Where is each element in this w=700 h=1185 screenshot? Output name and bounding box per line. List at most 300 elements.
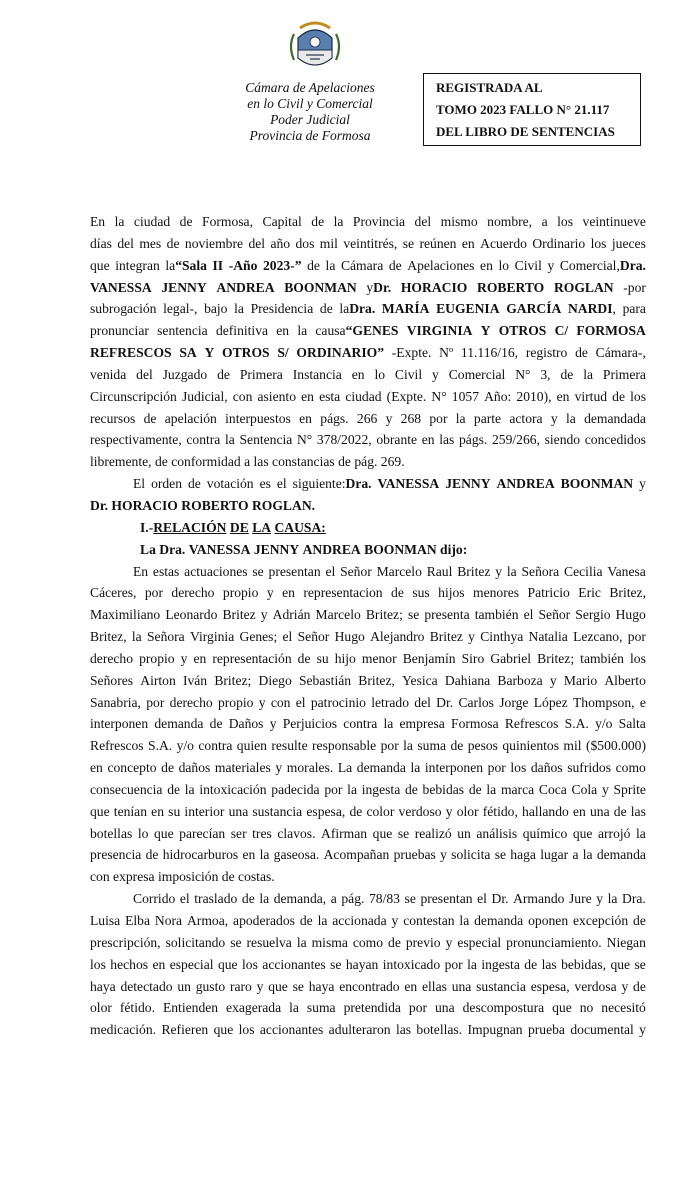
word: el <box>295 694 306 710</box>
word: S/ <box>277 345 289 361</box>
word: por <box>487 760 506 776</box>
text-line <box>90 648 646 670</box>
word: la <box>259 847 270 863</box>
word: Dr. <box>436 694 454 710</box>
word: de <box>575 345 588 361</box>
word: Jorge <box>499 694 529 710</box>
word: dos <box>295 235 315 251</box>
word: Britez <box>429 629 463 645</box>
word: Comercial,Dra. <box>559 257 646 273</box>
word: presentan <box>268 563 321 579</box>
word: Hugo <box>334 629 365 645</box>
word: lo <box>498 257 510 273</box>
word: hijos <box>438 585 465 601</box>
provincial-crest-icon <box>280 20 350 72</box>
word: págs. <box>320 410 349 426</box>
word: Airton <box>140 672 176 688</box>
word: Y <box>204 345 215 361</box>
text-line <box>90 801 646 823</box>
word: pesos <box>467 738 498 754</box>
word: la <box>259 891 270 907</box>
text-line <box>90 320 646 342</box>
text-line <box>90 757 646 779</box>
word: registro <box>525 345 568 361</box>
word: la <box>131 629 142 645</box>
word: raro <box>229 978 252 994</box>
word: mes <box>139 235 162 251</box>
word: N° <box>296 432 313 448</box>
text-line <box>90 997 646 1019</box>
word: laDra. <box>339 301 376 317</box>
word: Cola <box>571 781 598 797</box>
word: Jure <box>569 891 592 907</box>
word: y <box>639 476 646 492</box>
word: sustancia <box>252 803 303 819</box>
word: en <box>572 803 586 819</box>
word: interponen <box>90 716 149 732</box>
word: Formosa, <box>202 214 253 229</box>
word: REFRESCOS <box>90 345 172 361</box>
word: exagerada <box>226 1000 282 1016</box>
word: a <box>572 847 579 863</box>
word: el <box>325 563 336 579</box>
word: de <box>633 913 646 928</box>
word: con <box>90 869 110 885</box>
word: de <box>241 891 255 907</box>
word: votación <box>206 476 254 492</box>
word: y <box>549 672 557 688</box>
word: siendo <box>544 432 581 448</box>
word: el <box>179 891 190 907</box>
word: accionada <box>332 913 387 928</box>
word: Presidencia <box>250 301 314 317</box>
word: demanda <box>474 913 524 928</box>
word: de <box>468 781 482 797</box>
word: análisis <box>476 825 518 841</box>
word: consecuencia <box>90 781 163 797</box>
word: Dr. <box>90 497 109 513</box>
word: su <box>316 650 329 666</box>
word: derecho <box>169 694 213 710</box>
word: por <box>380 738 399 754</box>
word: representacion <box>303 585 383 601</box>
word: de <box>217 366 230 382</box>
word: MARÍA <box>381 301 430 317</box>
word: en <box>461 235 475 251</box>
word: OTROS <box>498 323 547 339</box>
word: HORACIO <box>400 279 468 295</box>
word: Raul <box>426 563 453 579</box>
word: Dahiana <box>444 672 491 688</box>
word: Cámara <box>340 257 384 273</box>
word: II <box>212 257 224 273</box>
word: actuaciones <box>184 563 248 579</box>
word: de <box>154 454 168 470</box>
word: Formosa <box>451 716 499 732</box>
word: Iván <box>182 672 208 688</box>
registration-line: REGISTRADA AL <box>436 80 543 95</box>
word: presentan <box>420 891 473 907</box>
word: Circunscripción <box>90 388 177 404</box>
word: del <box>414 694 431 710</box>
word: Acompañan <box>323 847 390 863</box>
word: un <box>457 825 471 841</box>
word: en <box>193 650 207 666</box>
word: Sprite <box>613 781 646 797</box>
word: en <box>299 410 312 426</box>
word: de <box>166 235 180 251</box>
text-line <box>90 670 646 692</box>
word: Siro <box>461 650 485 666</box>
word: de <box>613 803 627 819</box>
word: parte <box>473 410 502 426</box>
word: Armoa, <box>186 913 229 928</box>
word: interponen <box>424 760 484 776</box>
word: por <box>144 585 163 601</box>
word: por <box>408 1000 428 1016</box>
word: 2023-” <box>263 257 302 273</box>
word: materiales <box>214 760 271 776</box>
word: la <box>114 214 125 229</box>
word: ROBERTO <box>181 497 249 513</box>
word: Apelaciones <box>407 257 475 273</box>
word: se <box>330 956 342 972</box>
word: que <box>268 978 288 994</box>
text-line <box>90 408 646 430</box>
word: fétido, <box>482 803 518 819</box>
word: y <box>639 1022 646 1038</box>
word: de <box>167 781 181 797</box>
word: El <box>133 476 146 492</box>
word: pretendida <box>343 1000 401 1016</box>
word: N° <box>431 388 447 404</box>
word: haya <box>90 978 116 994</box>
word: Natalia <box>528 629 568 645</box>
word: Afirman <box>321 825 368 841</box>
word: de <box>560 366 574 382</box>
word: que <box>153 825 174 841</box>
word: Primera <box>602 366 646 382</box>
word: Acuerdo <box>480 235 527 251</box>
word: la <box>234 301 244 317</box>
word: sus <box>412 585 430 601</box>
word: la <box>289 1000 299 1016</box>
word: letrado <box>371 694 409 710</box>
word: prueba <box>527 1022 565 1038</box>
word: como <box>352 934 384 950</box>
word: la <box>459 913 470 928</box>
word: S.A. <box>564 716 589 732</box>
word: a <box>330 891 337 907</box>
word: noviembre <box>184 235 244 251</box>
word: la <box>333 214 344 229</box>
word: pág. <box>354 454 378 470</box>
word: presenta <box>424 607 470 623</box>
word: olor <box>90 1000 112 1016</box>
text-line <box>90 692 646 714</box>
text-line <box>90 932 646 954</box>
word: Primera <box>239 366 283 382</box>
word: y <box>275 760 283 776</box>
word: SA <box>179 345 197 361</box>
word: interpuestos <box>225 410 291 426</box>
text-line <box>90 954 646 976</box>
word: libremente, <box>90 454 152 470</box>
word: la <box>486 781 497 797</box>
text-line <box>90 233 646 255</box>
word: Señores <box>90 672 134 688</box>
word: Sebastián <box>298 672 352 688</box>
word: realizó <box>414 825 452 841</box>
word: hidrocarburos <box>162 847 239 863</box>
word: Capital <box>262 214 302 229</box>
word: tres <box>252 825 272 841</box>
word: una <box>435 1000 455 1016</box>
word: lo <box>137 825 149 841</box>
word: de <box>391 585 404 601</box>
word: también <box>580 650 624 666</box>
word: Refieren <box>161 1022 209 1038</box>
word: Thompson, <box>572 694 635 710</box>
text-line <box>90 473 646 495</box>
word: padecida <box>271 781 320 797</box>
word: apoderados <box>233 913 295 928</box>
word: ingesta <box>481 956 520 972</box>
word: La <box>337 760 353 776</box>
word: olor <box>456 803 479 819</box>
word: la <box>325 257 336 273</box>
word: excepción <box>573 913 629 928</box>
word: de <box>145 847 159 863</box>
word: para <box>622 301 646 317</box>
word: una <box>589 803 610 819</box>
word: la <box>565 410 576 426</box>
word: Sanabria, <box>90 694 141 710</box>
word: que <box>90 803 110 819</box>
word: Impugnan <box>467 1022 523 1038</box>
word: Barboza <box>497 672 543 688</box>
word: medicación. <box>90 1022 157 1038</box>
word: VANESSA <box>377 476 440 492</box>
word: su <box>168 803 181 819</box>
word: venida <box>90 366 127 382</box>
word: Eric <box>578 585 601 601</box>
word: y <box>495 563 503 579</box>
word: de <box>388 934 401 950</box>
word: los <box>510 760 527 776</box>
word: nombre, <box>487 214 533 229</box>
word: pronunciar <box>90 323 149 339</box>
word: veintitrés, <box>343 235 398 251</box>
word: las <box>541 956 557 972</box>
word: demandada <box>584 410 646 426</box>
word: Luisa <box>90 913 121 928</box>
word: C/ <box>554 323 569 339</box>
word: Dra. <box>159 541 186 557</box>
word: causa“GENES <box>315 323 399 339</box>
word: de <box>179 214 193 229</box>
word: especial <box>169 956 214 972</box>
word: N° <box>515 366 531 382</box>
word: Vanesa <box>607 563 646 579</box>
word: 11.116/16, <box>460 345 519 361</box>
word: y <box>391 913 399 928</box>
word: BOONMAN <box>284 279 357 295</box>
word: virtud <box>574 388 608 404</box>
word: Alberto <box>604 672 646 688</box>
text-line <box>90 539 646 561</box>
word: la <box>582 847 593 863</box>
word: la <box>317 913 328 928</box>
word: Britez, <box>90 629 127 645</box>
word: págs. <box>459 432 488 448</box>
word: traslado <box>194 891 238 907</box>
word: que <box>610 956 631 972</box>
word: 3, <box>540 366 551 382</box>
word: bajo <box>204 301 228 317</box>
word: ciudad <box>345 388 382 404</box>
word: la <box>296 934 307 950</box>
word: los <box>630 388 646 404</box>
word: la <box>297 323 308 339</box>
word: en <box>480 257 493 273</box>
word: Salta <box>618 716 646 732</box>
word: se <box>397 825 410 841</box>
word: de <box>388 257 402 273</box>
text-line <box>90 823 646 845</box>
registration-stamp <box>423 73 641 146</box>
word: Provincia <box>352 214 406 229</box>
word: jueces <box>611 235 646 251</box>
word: ingesta <box>361 781 401 797</box>
word: menores <box>473 585 520 601</box>
word: ROBERTO <box>477 279 545 295</box>
word: 259/266, <box>491 432 540 448</box>
word: ANDREA <box>302 541 361 557</box>
word: de <box>221 869 235 885</box>
text-line <box>90 976 646 998</box>
word: de <box>187 476 201 492</box>
word: EUGENIA <box>436 301 500 317</box>
word: mismo <box>440 214 478 229</box>
word: del <box>117 235 134 251</box>
text-line <box>90 495 646 517</box>
word: en <box>301 388 314 404</box>
word: VANESSA <box>188 541 251 557</box>
word: y <box>547 257 555 273</box>
word: adulteraron <box>328 1022 391 1038</box>
word: que <box>552 1000 572 1016</box>
word: demanda <box>154 716 204 732</box>
word: Coca <box>538 781 567 797</box>
word: la <box>455 410 466 426</box>
word: conformidad <box>171 454 241 470</box>
word: el <box>282 629 293 645</box>
word: mil <box>563 738 582 754</box>
word: de <box>299 913 313 928</box>
word: gaseosa. <box>273 847 320 863</box>
word: que <box>90 257 110 273</box>
word: derecho <box>171 585 215 601</box>
word: los <box>557 214 574 229</box>
word: interior <box>184 803 225 819</box>
word: contra <box>198 738 233 754</box>
word: la <box>383 716 394 732</box>
word: se <box>292 978 304 994</box>
word: demanda <box>596 847 646 863</box>
word: representación <box>212 650 292 666</box>
word: Comercial <box>448 366 506 382</box>
word: Judicial, <box>181 388 228 404</box>
word: Virginia <box>189 629 235 645</box>
word: LA <box>252 519 272 535</box>
word: lugar <box>540 847 569 863</box>
word: -Año <box>228 257 258 273</box>
word: también <box>474 607 519 623</box>
word: arrojó <box>598 825 631 841</box>
word: estas <box>152 563 180 579</box>
word: se <box>252 563 264 579</box>
word: marca <box>500 781 535 797</box>
word: I.-RELACIÓN <box>140 519 227 535</box>
word: daños <box>530 760 563 776</box>
word: Dra. <box>622 891 646 907</box>
text-line <box>90 386 646 408</box>
word: de <box>612 388 626 404</box>
word: los <box>90 956 106 972</box>
word: en <box>404 978 418 994</box>
word: en <box>421 432 435 448</box>
document-body <box>90 211 646 1041</box>
word: y <box>601 781 609 797</box>
word: Marcelo <box>376 563 422 579</box>
word: concedidos <box>584 432 646 448</box>
word: demanda, <box>273 891 327 907</box>
word: ANDREA <box>496 476 555 492</box>
word: sustancia <box>476 978 526 994</box>
word: en <box>152 956 166 972</box>
word: por <box>429 410 448 426</box>
word: que <box>572 825 593 841</box>
word: de <box>319 301 333 317</box>
word: integran <box>115 257 160 273</box>
text-line <box>90 844 646 866</box>
word: subrogación <box>90 301 157 317</box>
text-line <box>90 1019 646 1041</box>
word: siguiente:Dra. <box>292 476 372 492</box>
word: y <box>445 803 453 819</box>
word: Britez, <box>358 672 395 688</box>
word: contra <box>186 432 221 448</box>
word: encontrado <box>339 978 400 994</box>
word: la <box>410 760 421 776</box>
word: Y <box>480 323 491 339</box>
word: Britez; <box>537 650 575 666</box>
word: Diego <box>258 672 292 688</box>
word: apelación <box>164 410 217 426</box>
word: con <box>232 388 253 404</box>
word: Cámara-, <box>595 345 646 361</box>
word: no <box>579 1000 594 1016</box>
word: bebidas, <box>561 956 607 972</box>
word: químico <box>522 825 568 841</box>
word: daños <box>178 760 211 776</box>
word: espesa, <box>306 803 346 819</box>
word: Civil <box>514 257 542 273</box>
word: y <box>432 366 439 382</box>
word: botellas. <box>416 1022 463 1038</box>
text-line <box>90 910 646 932</box>
